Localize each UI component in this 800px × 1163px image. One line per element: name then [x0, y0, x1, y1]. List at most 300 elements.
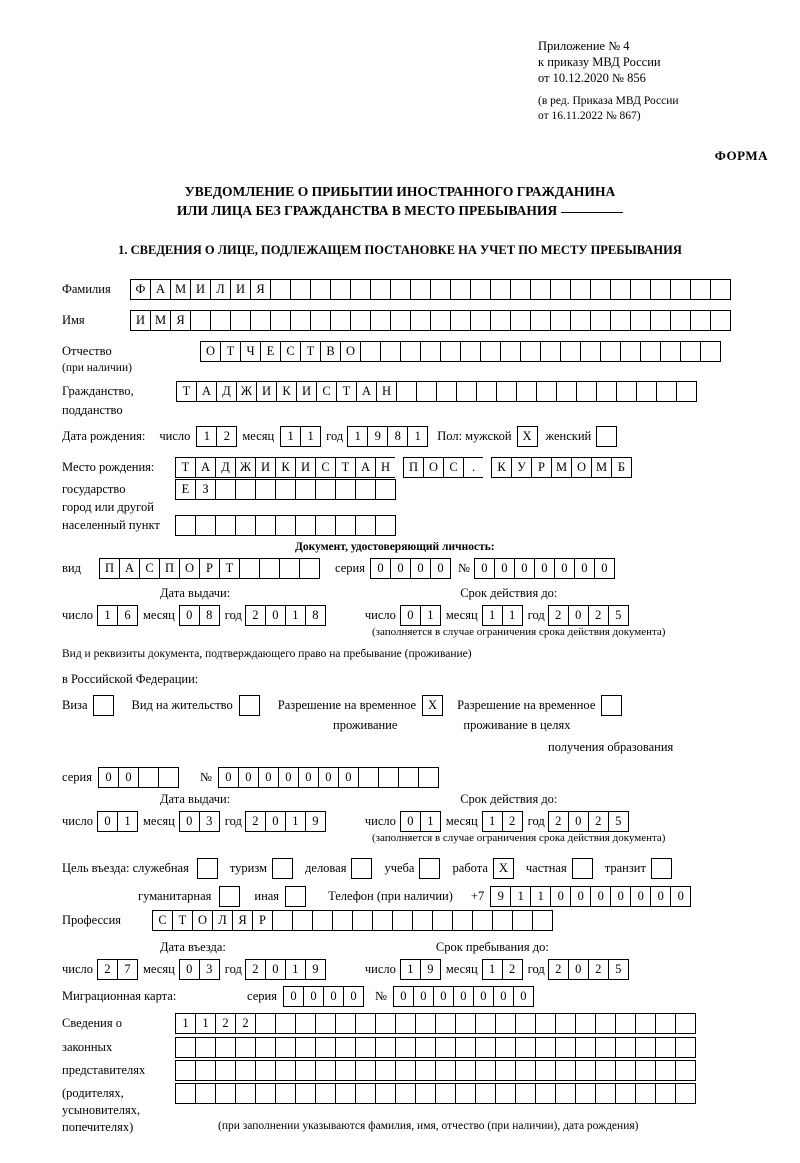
legal-rep-row-4-input-cell[interactable]	[215, 1083, 236, 1104]
permit-number-input-cell[interactable]	[398, 767, 419, 788]
doc-valid-day-input-cell[interactable]: 0	[400, 605, 421, 626]
doc-kind-input[interactable]	[99, 558, 319, 579]
patronymic-input[interactable]	[200, 341, 720, 362]
doc-valid-day-input-cell[interactable]: 1	[420, 605, 441, 626]
birthplace-city-row2-input-cell[interactable]	[375, 479, 396, 500]
sex-female-checkbox[interactable]	[596, 426, 617, 447]
birthplace-city-row2-input-cell[interactable]	[335, 479, 356, 500]
patronymic-input-cell[interactable]	[620, 341, 641, 362]
doc-kind-input-cell[interactable]	[239, 558, 260, 579]
profession-input-cell[interactable]	[492, 910, 513, 931]
legal-rep-row-1-input-cell[interactable]	[595, 1013, 616, 1034]
doc-valid-day-input[interactable]	[400, 605, 440, 626]
legal-rep-row-1-input-cell[interactable]	[275, 1013, 296, 1034]
birthplace-city-a-input-cell[interactable]: О	[423, 457, 444, 478]
doc-issue-month-input-cell[interactable]: 0	[179, 605, 200, 626]
birth-month-input-cell[interactable]: 1	[300, 426, 321, 447]
profession-input-cell[interactable]: Р	[252, 910, 273, 931]
doc-issue-year-input-cell[interactable]: 2	[245, 605, 266, 626]
surname-input-cell[interactable]	[410, 279, 431, 300]
doc-number-input-cell[interactable]: 0	[554, 558, 575, 579]
legal-rep-row-4-input-cell[interactable]	[435, 1083, 456, 1104]
citizenship-input-cell[interactable]	[676, 381, 697, 402]
residence-permit-checkbox[interactable]	[239, 695, 260, 716]
migration-series-input-cell[interactable]: 0	[343, 986, 364, 1007]
legal-rep-row-3-input-cell[interactable]	[275, 1060, 296, 1081]
permit-number-input-cell[interactable]: 0	[318, 767, 339, 788]
legal-rep-row-1-input-cell[interactable]: 1	[175, 1013, 196, 1034]
birthplace-state-input-cell[interactable]: Т	[335, 457, 356, 478]
legal-rep-row-2-input-cell[interactable]	[555, 1037, 576, 1058]
profession-input-cell[interactable]	[392, 910, 413, 931]
birthplace-state-input-cell[interactable]: Ж	[235, 457, 256, 478]
patronymic-input-cell[interactable]: Ч	[240, 341, 261, 362]
doc-series-input[interactable]	[370, 558, 450, 579]
legal-rep-row-1-input-cell[interactable]	[355, 1013, 376, 1034]
legal-rep-row-2-input-cell[interactable]	[655, 1037, 676, 1058]
migration-series-input-cell[interactable]: 0	[323, 986, 344, 1007]
patronymic-input-cell[interactable]	[400, 341, 421, 362]
patronymic-input-cell[interactable]: О	[340, 341, 361, 362]
legal-rep-row-1-input-cell[interactable]	[575, 1013, 596, 1034]
birthplace-city-row2-input-cell[interactable]	[255, 479, 276, 500]
migration-number-input-cell[interactable]: 0	[473, 986, 494, 1007]
legal-rep-row-3-input-cell[interactable]	[675, 1060, 696, 1081]
legal-rep-row-4-input-cell[interactable]	[555, 1083, 576, 1104]
legal-rep-row-2-input-cell[interactable]	[475, 1037, 496, 1058]
citizenship-input-cell[interactable]	[556, 381, 577, 402]
name-input-cell[interactable]	[690, 310, 711, 331]
stay-year-input-cell[interactable]: 0	[568, 959, 589, 980]
legal-rep-row-1-input-cell[interactable]	[435, 1013, 456, 1034]
permit-valid-year-input-cell[interactable]: 5	[608, 811, 629, 832]
permit-issue-year-input-cell[interactable]: 1	[285, 811, 306, 832]
name-input-cell[interactable]	[330, 310, 351, 331]
permit-issue-day-input-cell[interactable]: 0	[97, 811, 118, 832]
legal-rep-row-3-input-cell[interactable]	[375, 1060, 396, 1081]
birthplace-state-input-cell[interactable]: Д	[215, 457, 236, 478]
legal-rep-row-1-input-cell[interactable]: 2	[235, 1013, 256, 1034]
doc-issue-day-input[interactable]	[97, 605, 137, 626]
legal-rep-row-2-input-cell[interactable]	[355, 1037, 376, 1058]
surname-input-cell[interactable]	[710, 279, 731, 300]
profession-input[interactable]	[152, 910, 552, 931]
legal-rep-row-2-input-cell[interactable]	[575, 1037, 596, 1058]
permit-valid-day-input[interactable]	[400, 811, 440, 832]
doc-valid-year-input-cell[interactable]: 2	[588, 605, 609, 626]
patronymic-input-cell[interactable]	[560, 341, 581, 362]
purpose-transit-checkbox[interactable]	[651, 858, 672, 879]
doc-issue-day-input-cell[interactable]: 1	[97, 605, 118, 626]
birthplace-state-input-cell[interactable]: К	[275, 457, 296, 478]
doc-series-input-cell[interactable]: 0	[430, 558, 451, 579]
legal-rep-row-2-input-cell[interactable]	[675, 1037, 696, 1058]
legal-rep-row-1-input-cell[interactable]	[495, 1013, 516, 1034]
purpose-service-checkbox[interactable]	[197, 858, 218, 879]
legal-rep-row-3-input-cell[interactable]	[515, 1060, 536, 1081]
legal-rep-row-3-input-cell[interactable]	[535, 1060, 556, 1081]
surname-input-cell[interactable]	[330, 279, 351, 300]
phone-input-cell[interactable]: 0	[550, 886, 571, 907]
citizenship-input-cell[interactable]	[596, 381, 617, 402]
permit-series-input-cell[interactable]: 0	[98, 767, 119, 788]
birth-day-input-cell[interactable]: 1	[196, 426, 217, 447]
stay-year-input[interactable]	[548, 959, 628, 980]
entry-day-input-cell[interactable]: 7	[117, 959, 138, 980]
legal-rep-row-1-input-cell[interactable]	[535, 1013, 556, 1034]
patronymic-input-cell[interactable]	[440, 341, 461, 362]
legal-rep-row-1-input-cell[interactable]	[615, 1013, 636, 1034]
surname-input-cell[interactable]: М	[170, 279, 191, 300]
surname-input-cell[interactable]: Я	[250, 279, 271, 300]
entry-month-input[interactable]	[179, 959, 219, 980]
stay-year-input-cell[interactable]: 2	[588, 959, 609, 980]
doc-number-input-cell[interactable]: 0	[594, 558, 615, 579]
doc-issue-year-input[interactable]	[245, 605, 325, 626]
doc-valid-month-input-cell[interactable]: 1	[502, 605, 523, 626]
legal-rep-row-1-input-cell[interactable]	[395, 1013, 416, 1034]
permit-number-input-cell[interactable]	[358, 767, 379, 788]
profession-input-cell[interactable]	[352, 910, 373, 931]
legal-rep-row-4-input-cell[interactable]	[275, 1083, 296, 1104]
doc-kind-input-cell[interactable]: Т	[219, 558, 240, 579]
entry-year-input-cell[interactable]: 0	[265, 959, 286, 980]
entry-day-input[interactable]	[97, 959, 137, 980]
permit-valid-day-input-cell[interactable]: 1	[420, 811, 441, 832]
doc-valid-year-input-cell[interactable]: 5	[608, 605, 629, 626]
permit-number-input-cell[interactable]	[418, 767, 439, 788]
surname-input-cell[interactable]: Л	[210, 279, 231, 300]
permit-issue-year-input-cell[interactable]: 2	[245, 811, 266, 832]
phone-input-cell[interactable]: 0	[590, 886, 611, 907]
legal-rep-row-2-input-cell[interactable]	[515, 1037, 536, 1058]
birthplace-city-a-input[interactable]	[403, 457, 483, 478]
legal-rep-row-4-input-cell[interactable]	[615, 1083, 636, 1104]
name-input-cell[interactable]	[710, 310, 731, 331]
name-input-cell[interactable]	[490, 310, 511, 331]
legal-rep-row-4-input-cell[interactable]	[455, 1083, 476, 1104]
permit-issue-day-input-cell[interactable]: 1	[117, 811, 138, 832]
name-input-cell[interactable]	[470, 310, 491, 331]
legal-rep-row-4-input-cell[interactable]	[295, 1083, 316, 1104]
legal-rep-row-1-input-cell[interactable]	[315, 1013, 336, 1034]
birthplace-state-input-cell[interactable]: А	[355, 457, 376, 478]
citizenship-input-cell[interactable]	[536, 381, 557, 402]
birthplace-state-input-cell[interactable]: И	[295, 457, 316, 478]
permit-issue-month-input-cell[interactable]: 3	[199, 811, 220, 832]
birthplace-state-input[interactable]	[175, 457, 395, 478]
name-input-cell[interactable]	[570, 310, 591, 331]
entry-year-input-cell[interactable]: 9	[305, 959, 326, 980]
birthplace-city-row3-input-cell[interactable]	[275, 515, 296, 536]
profession-input-cell[interactable]	[332, 910, 353, 931]
legal-rep-row-2-input-cell[interactable]	[375, 1037, 396, 1058]
migration-series-input-cell[interactable]: 0	[283, 986, 304, 1007]
patronymic-input-cell[interactable]	[580, 341, 601, 362]
name-input-cell[interactable]	[430, 310, 451, 331]
birth-day-input-cell[interactable]: 2	[216, 426, 237, 447]
patronymic-input-cell[interactable]	[460, 341, 481, 362]
profession-input-cell[interactable]	[292, 910, 313, 931]
doc-series-input-cell[interactable]: 0	[390, 558, 411, 579]
legal-rep-row-4-input-cell[interactable]	[595, 1083, 616, 1104]
legal-rep-row-4-input-cell[interactable]	[335, 1083, 356, 1104]
surname-input-cell[interactable]: Ф	[130, 279, 151, 300]
doc-number-input-cell[interactable]: 0	[494, 558, 515, 579]
entry-year-input-cell[interactable]: 2	[245, 959, 266, 980]
citizenship-input-cell[interactable]	[476, 381, 497, 402]
legal-rep-row-3-input-cell[interactable]	[635, 1060, 656, 1081]
citizenship-input-cell[interactable]: И	[296, 381, 317, 402]
birth-year-input[interactable]	[347, 426, 427, 447]
doc-issue-day-input-cell[interactable]: 6	[117, 605, 138, 626]
phone-input-cell[interactable]: 0	[570, 886, 591, 907]
birthplace-city-row3-input-cell[interactable]	[295, 515, 316, 536]
surname-input-cell[interactable]	[290, 279, 311, 300]
stay-year-input-cell[interactable]: 5	[608, 959, 629, 980]
doc-kind-input-cell[interactable]: П	[159, 558, 180, 579]
migration-number-input-cell[interactable]: 0	[453, 986, 474, 1007]
patronymic-input-cell[interactable]	[540, 341, 561, 362]
purpose-humanitarian-checkbox[interactable]	[219, 886, 240, 907]
edu-residence-checkbox[interactable]	[601, 695, 622, 716]
name-input-cell[interactable]	[270, 310, 291, 331]
doc-series-input-cell[interactable]: 0	[410, 558, 431, 579]
citizenship-input-cell[interactable]: Ж	[236, 381, 257, 402]
birthplace-city-row3-input-cell[interactable]	[195, 515, 216, 536]
migration-number-input-cell[interactable]: 0	[493, 986, 514, 1007]
legal-rep-row-3-input-cell[interactable]	[435, 1060, 456, 1081]
name-input-cell[interactable]	[210, 310, 231, 331]
legal-rep-row-3-input[interactable]	[175, 1060, 695, 1081]
permit-series-input-cell[interactable]	[138, 767, 159, 788]
stay-month-input[interactable]	[482, 959, 522, 980]
name-input-cell[interactable]	[590, 310, 611, 331]
legal-rep-row-1-input-cell[interactable]	[515, 1013, 536, 1034]
permit-number-input-cell[interactable]: 0	[218, 767, 239, 788]
birthplace-city-row2-input[interactable]	[175, 479, 395, 500]
patronymic-input-cell[interactable]: Е	[260, 341, 281, 362]
birthplace-city-row3-input-cell[interactable]	[235, 515, 256, 536]
phone-input-cell[interactable]: 0	[650, 886, 671, 907]
name-input[interactable]	[130, 310, 730, 331]
legal-rep-row-4-input-cell[interactable]	[235, 1083, 256, 1104]
doc-kind-input-cell[interactable]	[279, 558, 300, 579]
permit-series-input-cell[interactable]: 0	[118, 767, 139, 788]
legal-rep-row-4-input-cell[interactable]	[675, 1083, 696, 1104]
birthplace-city-a-input-cell[interactable]: П	[403, 457, 424, 478]
birth-year-input-cell[interactable]: 1	[407, 426, 428, 447]
doc-kind-input-cell[interactable]	[259, 558, 280, 579]
birthplace-city-b-input[interactable]	[491, 457, 631, 478]
birthplace-city-row2-input-cell[interactable]: Е	[175, 479, 196, 500]
permit-issue-year-input-cell[interactable]: 9	[305, 811, 326, 832]
doc-issue-year-input-cell[interactable]: 8	[305, 605, 326, 626]
citizenship-input-cell[interactable]: К	[276, 381, 297, 402]
legal-rep-row-2-input-cell[interactable]	[315, 1037, 336, 1058]
phone-input[interactable]	[490, 886, 690, 907]
name-input-cell[interactable]: М	[150, 310, 171, 331]
legal-rep-row-3-input-cell[interactable]	[235, 1060, 256, 1081]
legal-rep-row-2-input-cell[interactable]	[175, 1037, 196, 1058]
citizenship-input-cell[interactable]	[656, 381, 677, 402]
legal-rep-row-4-input-cell[interactable]	[655, 1083, 676, 1104]
legal-rep-row-3-input-cell[interactable]	[455, 1060, 476, 1081]
surname-input-cell[interactable]	[670, 279, 691, 300]
legal-rep-row-3-input-cell[interactable]	[495, 1060, 516, 1081]
name-input-cell[interactable]	[610, 310, 631, 331]
legal-rep-row-2-input-cell[interactable]	[195, 1037, 216, 1058]
name-input-cell[interactable]	[190, 310, 211, 331]
legal-rep-row-3-input-cell[interactable]	[415, 1060, 436, 1081]
doc-number-input-cell[interactable]: 0	[574, 558, 595, 579]
legal-rep-row-2-input-cell[interactable]	[455, 1037, 476, 1058]
profession-input-cell[interactable]	[472, 910, 493, 931]
doc-number-input-cell[interactable]: 0	[474, 558, 495, 579]
legal-rep-row-2-input-cell[interactable]	[335, 1037, 356, 1058]
name-input-cell[interactable]	[230, 310, 251, 331]
legal-rep-row-4-input-cell[interactable]	[375, 1083, 396, 1104]
name-input-cell[interactable]	[410, 310, 431, 331]
stay-day-input-cell[interactable]: 9	[420, 959, 441, 980]
legal-rep-row-1-input-cell[interactable]	[455, 1013, 476, 1034]
surname-input-cell[interactable]	[650, 279, 671, 300]
birthplace-state-input-cell[interactable]: И	[255, 457, 276, 478]
legal-rep-row-3-input-cell[interactable]	[295, 1060, 316, 1081]
legal-rep-row-2-input-cell[interactable]	[275, 1037, 296, 1058]
surname-input-cell[interactable]	[630, 279, 651, 300]
legal-rep-row-3-input-cell[interactable]	[575, 1060, 596, 1081]
permit-number-input-cell[interactable]: 0	[258, 767, 279, 788]
legal-rep-row-3-input-cell[interactable]	[475, 1060, 496, 1081]
legal-rep-row-1-input-cell[interactable]	[655, 1013, 676, 1034]
legal-rep-row-2-input-cell[interactable]	[535, 1037, 556, 1058]
permit-issue-year-input[interactable]	[245, 811, 325, 832]
legal-rep-row-3-input-cell[interactable]	[355, 1060, 376, 1081]
citizenship-input-cell[interactable]	[396, 381, 417, 402]
legal-rep-row-1-input-cell[interactable]	[475, 1013, 496, 1034]
phone-input-cell[interactable]: 0	[630, 886, 651, 907]
legal-rep-row-1-input[interactable]	[175, 1013, 695, 1034]
purpose-tourism-checkbox[interactable]	[272, 858, 293, 879]
patronymic-input-cell[interactable]	[500, 341, 521, 362]
name-input-cell[interactable]	[310, 310, 331, 331]
legal-rep-row-4-input-cell[interactable]	[175, 1083, 196, 1104]
permit-valid-year-input[interactable]	[548, 811, 628, 832]
entry-month-input-cell[interactable]: 0	[179, 959, 200, 980]
name-input-cell[interactable]	[290, 310, 311, 331]
stay-month-input-cell[interactable]: 1	[482, 959, 503, 980]
patronymic-input-cell[interactable]	[660, 341, 681, 362]
migration-number-input-cell[interactable]: 0	[413, 986, 434, 1007]
doc-valid-month-input[interactable]	[482, 605, 522, 626]
legal-rep-row-4-input-cell[interactable]	[255, 1083, 276, 1104]
legal-rep-row-4-input-cell[interactable]	[355, 1083, 376, 1104]
patronymic-input-cell[interactable]	[360, 341, 381, 362]
stay-month-input-cell[interactable]: 2	[502, 959, 523, 980]
permit-number-input-cell[interactable]: 0	[278, 767, 299, 788]
name-input-cell[interactable]	[530, 310, 551, 331]
patronymic-input-cell[interactable]	[480, 341, 501, 362]
surname-input-cell[interactable]	[430, 279, 451, 300]
birthplace-city-b-input-cell[interactable]: О	[571, 457, 592, 478]
permit-issue-month-input-cell[interactable]: 0	[179, 811, 200, 832]
purpose-study-checkbox[interactable]	[419, 858, 440, 879]
name-input-cell[interactable]	[250, 310, 271, 331]
doc-valid-year-input-cell[interactable]: 0	[568, 605, 589, 626]
patronymic-input-cell[interactable]	[380, 341, 401, 362]
legal-rep-row-1-input-cell[interactable]	[675, 1013, 696, 1034]
birthplace-city-row2-input-cell[interactable]	[215, 479, 236, 500]
phone-input-cell[interactable]: 0	[670, 886, 691, 907]
birthplace-city-row3-input-cell[interactable]	[255, 515, 276, 536]
permit-series-input-cell[interactable]	[158, 767, 179, 788]
phone-input-cell[interactable]: 0	[610, 886, 631, 907]
permit-number-input[interactable]	[218, 767, 438, 788]
legal-rep-row-1-input-cell[interactable]	[555, 1013, 576, 1034]
migration-series-input[interactable]	[283, 986, 363, 1007]
patronymic-input-cell[interactable]	[700, 341, 721, 362]
entry-day-input-cell[interactable]: 2	[97, 959, 118, 980]
birthplace-state-input-cell[interactable]: А	[195, 457, 216, 478]
legal-rep-row-4-input-cell[interactable]	[635, 1083, 656, 1104]
permit-valid-month-input-cell[interactable]: 1	[482, 811, 503, 832]
doc-issue-year-input-cell[interactable]: 0	[265, 605, 286, 626]
surname-input-cell[interactable]	[370, 279, 391, 300]
legal-rep-row-3-input-cell[interactable]	[395, 1060, 416, 1081]
citizenship-input-cell[interactable]	[616, 381, 637, 402]
citizenship-input-cell[interactable]: Н	[376, 381, 397, 402]
surname-input-cell[interactable]	[510, 279, 531, 300]
doc-number-input-cell[interactable]: 0	[534, 558, 555, 579]
citizenship-input-cell[interactable]: С	[316, 381, 337, 402]
birthplace-city-b-input-cell[interactable]: К	[491, 457, 512, 478]
legal-rep-row-4-input-cell[interactable]	[395, 1083, 416, 1104]
birthplace-city-row3-input-cell[interactable]	[315, 515, 336, 536]
citizenship-input-cell[interactable]: Т	[176, 381, 197, 402]
surname-input-cell[interactable]: А	[150, 279, 171, 300]
profession-input-cell[interactable]: О	[192, 910, 213, 931]
legal-rep-row-3-input-cell[interactable]	[555, 1060, 576, 1081]
birthplace-city-row2-input-cell[interactable]	[355, 479, 376, 500]
legal-rep-row-4-input-cell[interactable]	[475, 1083, 496, 1104]
patronymic-input-cell[interactable]: С	[280, 341, 301, 362]
citizenship-input-cell[interactable]	[636, 381, 657, 402]
legal-rep-row-2-input-cell[interactable]	[635, 1037, 656, 1058]
legal-rep-row-2-input-cell[interactable]	[435, 1037, 456, 1058]
doc-kind-input-cell[interactable]: О	[179, 558, 200, 579]
birthplace-state-input-cell[interactable]: Н	[375, 457, 396, 478]
birthplace-city-row3-input-cell[interactable]	[335, 515, 356, 536]
birthplace-city-a-input-cell[interactable]: .	[463, 457, 484, 478]
birthplace-city-a-input-cell[interactable]: С	[443, 457, 464, 478]
legal-rep-row-1-input-cell[interactable]	[415, 1013, 436, 1034]
birthplace-city-row3-input-cell[interactable]	[215, 515, 236, 536]
name-input-cell[interactable]: И	[130, 310, 151, 331]
surname-input[interactable]	[130, 279, 730, 300]
doc-kind-input-cell[interactable]	[299, 558, 320, 579]
birth-day-input[interactable]	[196, 426, 236, 447]
surname-input-cell[interactable]	[470, 279, 491, 300]
permit-issue-day-input[interactable]	[97, 811, 137, 832]
citizenship-input-cell[interactable]	[416, 381, 437, 402]
legal-rep-row-1-input-cell[interactable]	[335, 1013, 356, 1034]
doc-issue-year-input-cell[interactable]: 1	[285, 605, 306, 626]
permit-valid-year-input-cell[interactable]: 2	[548, 811, 569, 832]
surname-input-cell[interactable]	[690, 279, 711, 300]
citizenship-input-cell[interactable]: Т	[336, 381, 357, 402]
name-input-cell[interactable]	[550, 310, 571, 331]
